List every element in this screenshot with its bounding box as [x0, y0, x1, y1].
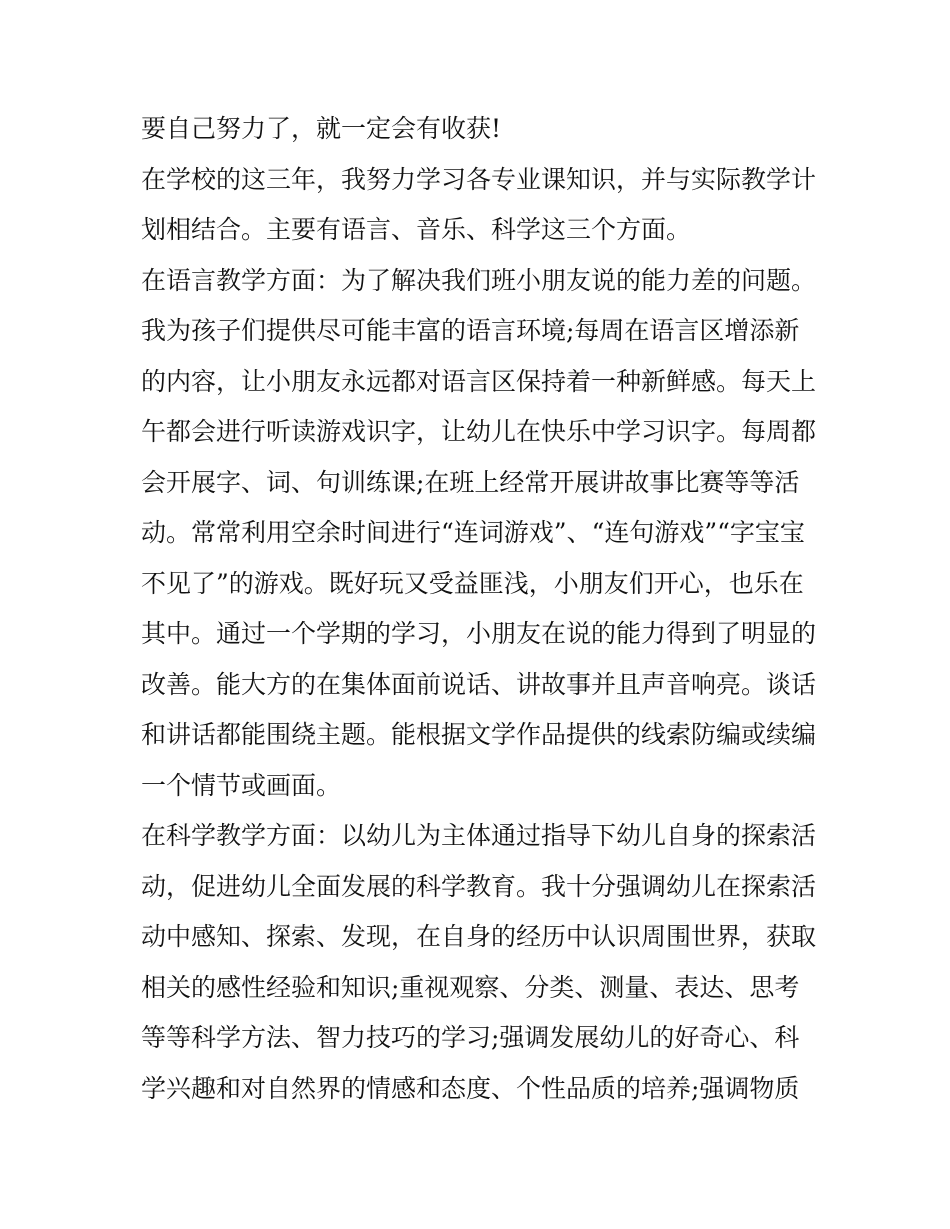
text-line: 和讲话都能围绕主题。能根据文学作品提供的线索防编或续编: [141, 720, 817, 749]
document-body: [141, 104, 821, 1114]
text-line: 午都会进行听读游戏识字，让幼儿在快乐中学习识字。每周都: [141, 417, 817, 446]
text-line: 会开展字、词、句训练课;在班上经常开展讲故事比赛等等活: [141, 467, 800, 497]
text-line: 划相结合。主要有语言、音乐、科学这三个方面。: [141, 215, 692, 244]
text-line: 在科学教学方面：以幼儿为主体通过指导下幼儿自身的探索活: [141, 821, 817, 850]
text-line: 学兴趣和对自然界的情感和态度、个性品质的培养;强调物质: [141, 1073, 800, 1103]
text-line: 我为孩子们提供尽可能丰富的语言环境;每周在语言区增添新: [141, 316, 800, 345]
text-line: 不见了”的游戏。既好玩又受益匪浅，小朋友们开心，也乐在: [141, 568, 804, 598]
text-line: 动，促进幼儿全面发展的科学教育。我十分强调幼儿在探索活: [141, 871, 817, 901]
text-line: 的内容，让小朋友永远都对语言区保持着一种新鲜感。每天上: [141, 366, 817, 396]
text-line: 一个情节或画面。: [141, 770, 342, 800]
text-line: 相关的感性经验和知识;重视观察、分类、测量、表达、思考: [141, 972, 800, 1002]
text-line: 其中。通过一个学期的学习，小朋友在说的能力得到了明显的: [141, 619, 817, 648]
text-line: 改善。能大方的在集体面前说话、讲故事并且声音响亮。谈话: [141, 669, 817, 699]
text-line: 在学校的这三年，我努力学习各专业课知识，并与实际教学计: [141, 164, 817, 194]
text-line: 动中感知、探索、发现，在自身的经历中认识周围世界，获取: [141, 922, 817, 951]
text-line: 动。常常利用空余时间进行“连词游戏”、“连句游戏”“字宝宝: [141, 518, 805, 547]
text-line: 等等科学方法、智力技巧的学习;强调发展幼儿的好奇心、科: [141, 1023, 800, 1052]
text-line: 在语言教学方面：为了解决我们班小朋友说的能力差的问题。: [141, 265, 817, 295]
text-line: 要自己努力了，就一定会有收获!: [141, 114, 502, 143]
